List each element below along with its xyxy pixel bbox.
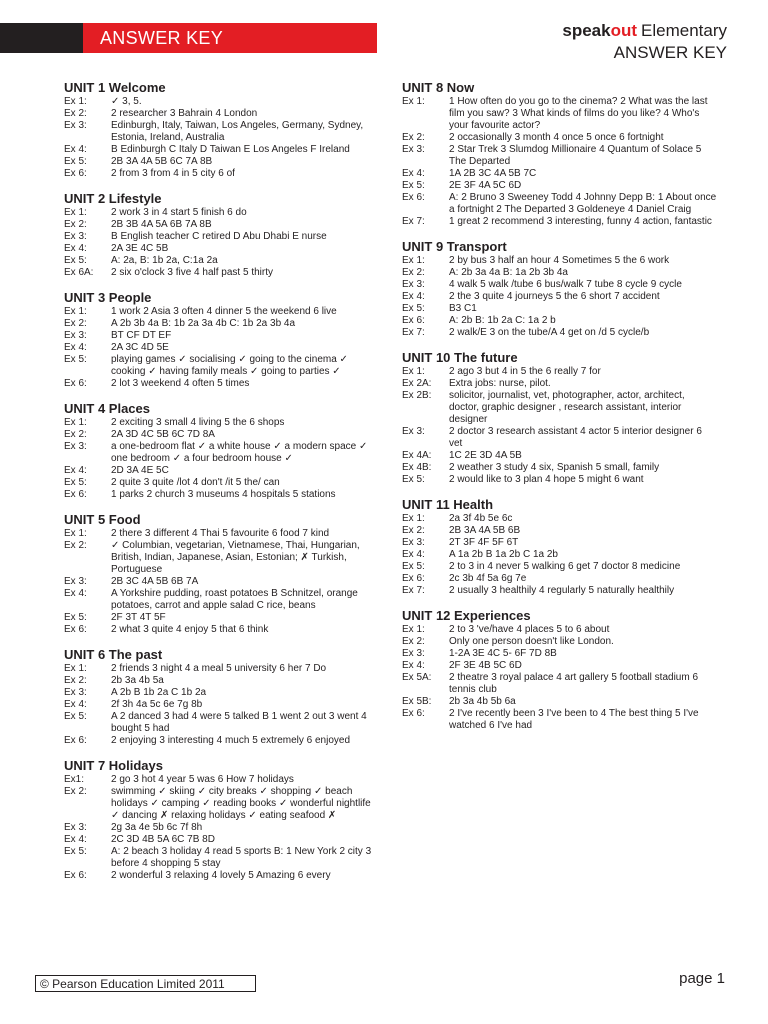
unit-section [64,290,374,390]
exercise-answer: 2 Star Trek 3 Slumdog Millionaire 4 Quantum of Solace 5 The Departed [449,144,702,167]
exercise-row [64,612,374,624]
exercise-answer: 2f 3h 4a 5c 6e 7g 8b [111,699,203,710]
exercise-answer: ✓ 3, 5. [111,96,142,107]
exercise-row [402,660,717,672]
exercise-label: Ex 6: [64,735,87,746]
exercise-row [64,477,374,489]
exercise-label: Ex 3: [402,537,425,548]
exercise-answer: 1 parks 2 church 3 museums 4 hospitals 5 stations [111,489,336,500]
exercise-answer: ✓ Columbian, vegetarian, Vietnamese, Thai, Hungarian, British, Indian, Japanese, Asian, Estonian; ✗ Turkish, Portuguese [111,540,360,575]
exercise-label: Ex 4B: [402,462,432,473]
exercise-answer: 2c 3b 4f 5a 6g 7e [449,573,527,584]
exercise-label: Ex 3: [64,441,87,452]
exercise-answer: A: 2 Bruno 3 Sweeney Todd 4 Johnny Depp B: 1 About once a fortnight 2 The Departed 3 Goldeneye 4 Daniel Craig [449,192,717,215]
exercise-row [402,624,717,636]
exercise-row [402,279,717,291]
exercise-row [64,870,374,882]
exercise-row [402,636,717,648]
exercise-answer: 2F 3T 4T 5F [111,612,166,623]
exercise-answer: 2 usually 3 healthily 4 regularly 5 naturally healthily [449,585,675,596]
exercise-row [64,318,374,330]
exercise-label: Ex 3: [402,144,425,155]
exercise-row [402,561,717,573]
exercise-label: Ex 2: [64,219,87,230]
exercise-answer: swimming ✓ skiing ✓ city breaks ✓ shopping ✓ beach holidays ✓ camping ✓ reading books ✓ wonderful nightlife ✓ dancing ✗ relaxing holidays ✓ eating seafood ✗ [111,786,371,821]
exercise-answer: Extra jobs: nurse, pilot. [449,378,551,389]
unit-section [402,608,717,732]
exercise-label: Ex 4: [64,243,87,254]
exercise-answer: 2 researcher 3 Bahrain 4 London [111,108,258,119]
exercise-label: Ex 2: [64,108,87,119]
exercise-label: Ex 3: [402,648,425,659]
exercise-label: Ex 2: [402,636,425,647]
exercise-answer: 2B 3A 4A 5B 6C 7A 8B [111,156,213,167]
exercise-label: Ex 6: [64,489,87,500]
exercise-label: Ex 6: [402,192,425,203]
exercise-row [402,462,717,474]
unit-title: UNIT 9 Transport [402,239,507,254]
exercise-row [402,672,717,696]
exercise-label: Ex 3: [402,279,425,290]
exercise-answer: a one-bedroom flat ✓ a white house ✓ a modern space ✓ one bedroom ✓ a four bedroom house ✓ [111,441,368,464]
exercise-label: Ex 7: [402,327,425,338]
unit-title: UNIT 11 Health [402,497,494,512]
exercise-label: Ex 4: [64,834,87,845]
exercise-answer: 2 weather 3 study 4 six, Spanish 5 small, family [449,462,660,473]
exercise-answer: 2 what 3 quite 4 enjoy 5 that 6 think [111,624,269,635]
header-banner-dark [0,23,83,53]
exercise-row [64,774,374,786]
banner-title: ANSWER KEY [100,27,224,48]
exercise-row [64,354,374,378]
exercise-row [64,378,374,390]
exercise-answer: Edinburgh, Italy, Taiwan, Los Angeles, Germany, Sydney, Estonia, Ireland, Australia [111,120,364,143]
exercise-label: Ex 2: [64,675,87,686]
exercise-label: Ex 3: [64,687,87,698]
exercise-label: Ex 5: [64,255,87,266]
exercise-row [64,540,374,576]
exercise-answer: solicitor, journalist, vet, photographer, actor, architect, doctor, graphic designer , research assistant, interior designer [449,390,685,425]
exercise-answer: 2 friends 3 night 4 a meal 5 university 6 her 7 Do [111,663,327,674]
exercise-label: Ex 7: [402,585,425,596]
exercise-answer: 2T 3F 4F 5F 6T [449,537,519,548]
exercise-label: Ex 4: [64,342,87,353]
unit-title: UNIT 5 Food [64,512,141,527]
exercise-row [402,378,717,390]
exercise-row [402,585,717,597]
exercise-row [402,390,717,426]
exercise-row [64,465,374,477]
exercise-row [64,711,374,735]
exercise-answer: 2 would like to 3 plan 4 hope 5 might 6 want [449,474,644,485]
exercise-label: Ex 5: [402,474,425,485]
exercise-answer: A Yorkshire pudding, roast potatoes B Schnitzel, orange potatoes, carrot and apple salad C rice, beans [111,588,358,611]
copyright-text: © Pearson Education Limited 2011 [40,976,225,991]
exercise-answer: B3 C1 [449,303,477,314]
unit-section [64,80,374,180]
exercise-row [64,219,374,231]
exercise-row [64,735,374,747]
unit-section [64,758,374,882]
unit-section [64,401,374,501]
exercise-answer: A: 2b 3a 4a B: 1a 2b 3b 4a [449,267,568,278]
exercise-row [64,231,374,243]
exercise-answer: A 2 danced 3 had 4 were 5 talked B 1 went 2 out 3 went 4 bought 5 had [111,711,367,734]
exercise-answer: 2b 3a 4b 5b 6a [449,696,516,707]
exercise-row [64,330,374,342]
exercise-label: Ex 1: [64,663,87,674]
exercise-row [402,315,717,327]
exercise-label: Ex 3: [64,231,87,242]
right-column [402,80,717,743]
exercise-row [402,180,717,192]
exercise-row [402,96,717,132]
exercise-row [64,786,374,822]
exercise-row [402,525,717,537]
exercise-answer: B English teacher C retired D Abu Dhabi E nurse [111,231,327,242]
exercise-label: Ex 5: [64,156,87,167]
unit-title: UNIT 6 The past [64,647,163,662]
exercise-answer: 2 lot 3 weekend 4 often 5 times [111,378,250,389]
exercise-label: Ex 5: [402,303,425,314]
exercise-label: Ex 6: [402,708,425,719]
exercise-row [64,588,374,612]
exercise-label: Ex 7: [402,216,425,227]
exercise-label: Ex 5B: [402,696,432,707]
exercise-answer: 2A 3C 4D 5E [111,342,169,353]
exercise-label: Ex 2A: [402,378,432,389]
exercise-label: Ex 4A: [402,450,432,461]
exercise-label: Ex 2: [64,429,87,440]
unit-title: UNIT 1 Welcome [64,80,166,95]
exercise-row [64,144,374,156]
exercise-row [402,708,717,732]
exercise-row [64,675,374,687]
exercise-row [402,474,717,486]
exercise-row [64,687,374,699]
unit-section [64,647,374,747]
unit-title: UNIT 7 Holidays [64,758,163,773]
exercise-row [64,429,374,441]
exercise-row [402,648,717,660]
exercise-label: Ex 5: [64,711,87,722]
exercise-answer: A: 2 beach 3 holiday 4 read 5 sports B: 1 New York 2 city 3 before 4 shopping 5 stay [111,846,372,869]
exercise-label: Ex 1: [402,255,425,266]
exercise-row [402,216,717,228]
exercise-answer: 2 by bus 3 half an hour 4 Sometimes 5 the 6 work [449,255,670,266]
exercise-row [64,267,374,279]
exercise-answer: 2C 3D 4B 5A 6C 7B 8D [111,834,215,845]
exercise-label: Ex 2: [402,267,425,278]
exercise-answer: A 2b 3b 4a B: 1b 2a 3a 4b C: 1b 2a 3b 4a [111,318,296,329]
exercise-row [64,576,374,588]
exercise-row [64,441,374,465]
exercise-row [402,267,717,279]
exercise-row [402,366,717,378]
brand-block [562,20,727,64]
exercise-label: Ex 4: [64,588,87,599]
exercise-answer: 2B 3A 4A 5B 6B [449,525,521,536]
exercise-row [402,132,717,144]
exercise-label: Ex 2: [402,525,425,536]
exercise-label: Ex 4: [402,291,425,302]
exercise-row [402,696,717,708]
unit-section [402,497,717,597]
exercise-label: Ex 6: [64,870,87,881]
exercise-answer: 1A 2B 3C 4A 5B 7C [449,168,537,179]
exercise-answer: Only one person doesn't like London. [449,636,614,647]
unit-title: UNIT 10 The future [402,350,518,365]
exercise-answer: 2F 3E 4B 5C 6D [449,660,522,671]
exercise-row [64,168,374,180]
exercise-label: Ex 4: [64,465,87,476]
exercise-row [64,342,374,354]
exercise-label: Ex 1: [64,306,87,317]
exercise-row [64,156,374,168]
exercise-label: Ex1: [64,774,85,785]
exercise-row [64,489,374,501]
exercise-label: Ex 6A: [64,267,94,278]
exercise-label: Ex 1: [64,207,87,218]
exercise-answer: 2 work 3 in 4 start 5 finish 6 do [111,207,247,218]
exercise-row [64,108,374,120]
exercise-label: Ex 1: [402,513,425,524]
brand-logo [562,20,727,42]
exercise-row [402,303,717,315]
exercise-answer: 2 to 3 've/have 4 places 5 to 6 about [449,624,610,635]
exercise-answer: 2b 3a 4b 5a [111,675,164,686]
unit-title: UNIT 4 Places [64,401,150,416]
exercise-label: Ex 5: [402,180,425,191]
exercise-answer: 2g 3a 4e 5b 6c 7f 8h [111,822,203,833]
exercise-label: Ex 4: [402,168,425,179]
brand-out: out [610,21,638,40]
exercise-row [402,192,717,216]
unit-section [64,191,374,279]
exercise-label: Ex 1: [64,96,87,107]
unit-title: UNIT 2 Lifestyle [64,191,162,206]
exercise-label: Ex 6: [402,315,425,326]
exercise-answer: BT CF DT EF [111,330,172,341]
unit-title: UNIT 12 Experiences [402,608,531,623]
exercise-answer: 2a 3f 4b 5e 6c [449,513,513,524]
exercise-label: Ex 1: [64,528,87,539]
exercise-label: Ex 6: [64,624,87,635]
exercise-row [64,846,374,870]
unit-section [402,239,717,339]
exercise-answer: 2A 3D 4C 5B 6C 7D 8A [111,429,215,440]
exercise-label: Ex 1: [402,96,425,107]
exercise-answer: 2 enjoying 3 interesting 4 much 5 extremely 6 enjoyed [111,735,351,746]
copyright-box [35,975,256,992]
exercise-row [64,822,374,834]
exercise-label: Ex 3: [402,426,425,437]
exercise-label: Ex 5: [64,477,87,488]
exercise-label: Ex 2: [64,786,87,797]
exercise-row [64,207,374,219]
exercise-label: Ex 3: [64,822,87,833]
exercise-answer: 2 quite 3 quite /lot 4 don't /it 5 the/ can [111,477,280,488]
exercise-answer: 2 go 3 hot 4 year 5 was 6 How 7 holidays [111,774,294,785]
exercise-answer: 2B 3B 4A 5A 6B 7A 8B [111,219,212,230]
exercise-row [402,144,717,168]
exercise-answer: 2 from 3 from 4 in 5 city 6 of [111,168,235,179]
exercise-row [64,120,374,144]
exercise-label: Ex 4: [402,549,425,560]
exercise-row [64,663,374,675]
exercise-answer: 1 work 2 Asia 3 often 4 dinner 5 the weekend 6 live [111,306,337,317]
exercise-label: Ex 2: [64,318,87,329]
unit-section [64,512,374,636]
exercise-answer: playing games ✓ socialising ✓ going to the cinema ✓ cooking ✓ having family meals ✓ going to parties ✓ [111,354,348,377]
exercise-answer: 2 theatre 3 royal palace 4 art gallery 5 football stadium 6 tennis club [449,672,699,695]
exercise-answer: 2 the 3 quite 4 journeys 5 the 6 short 7 accident [449,291,660,302]
unit-section [402,350,717,486]
unit-title: UNIT 3 People [64,290,152,305]
exercise-label: Ex 4: [64,144,87,155]
exercise-row [64,306,374,318]
exercise-label: Ex 5: [64,846,87,857]
unit-section [402,80,717,228]
exercise-label: Ex 1: [402,624,425,635]
left-column [64,80,374,893]
brand-level: Elementary [641,21,727,40]
exercise-answer: 2 exciting 3 small 4 living 5 the 6 shops [111,417,285,428]
exercise-row [64,255,374,267]
exercise-answer: 2 I've recently been 3 I've been to 4 The best thing 5 I've watched 6 I've had [449,708,699,731]
exercise-label: Ex 2: [402,132,425,143]
exercise-row [402,426,717,450]
exercise-row [64,699,374,711]
exercise-row [402,327,717,339]
exercise-label: Ex 2B: [402,390,432,401]
exercise-row [402,513,717,525]
exercise-label: Ex 6: [64,378,87,389]
exercise-row [402,168,717,180]
exercise-label: Ex 5: [64,354,87,365]
exercise-answer: A 1a 2b B 1a 2b C 1a 2b [449,549,558,560]
exercise-label: Ex 6: [64,168,87,179]
exercise-row [402,573,717,585]
exercise-answer: 2A 3E 4C 5B [111,243,169,254]
exercise-answer: 2B 3C 4A 5B 6B 7A [111,576,199,587]
exercise-label: Ex 3: [64,120,87,131]
exercise-answer: 1 How often do you go to the cinema? 2 What was the last film you saw? 3 What kinds of films do you like? 4 Who's your favourite actor? [449,96,708,131]
exercise-row [402,255,717,267]
exercise-answer: 2 to 3 in 4 never 5 walking 6 get 7 doctor 8 medicine [449,561,681,572]
page-number: page 1 [679,970,725,987]
exercise-answer: B Edinburgh C Italy D Taiwan E Los Angeles F Ireland [111,144,350,155]
exercise-answer: A 2b B 1b 2a C 1b 2a [111,687,207,698]
exercise-answer: 2D 3A 4E 5C [111,465,169,476]
exercise-answer: 1 great 2 recommend 3 interesting, funny 4 action, fantastic [449,216,712,227]
exercise-label: Ex 6: [402,573,425,584]
header-banner [83,23,377,53]
exercise-answer: 2 six o'clock 3 five 4 half past 5 thirty [111,267,273,278]
exercise-answer: 2 ago 3 but 4 in 5 the 6 really 7 for [449,366,601,377]
exercise-label: Ex 3: [64,330,87,341]
exercise-label: Ex 5: [402,561,425,572]
exercise-row [64,96,374,108]
exercise-label: Ex 1: [64,417,87,428]
exercise-label: Ex 4: [402,660,425,671]
exercise-answer: 1C 2E 3D 4A 5B [449,450,522,461]
brand-speak: speak [562,21,611,40]
exercise-label: Ex 4: [64,699,87,710]
brand-subtitle: ANSWER KEY [613,43,727,62]
exercise-answer: 2 doctor 3 research assistant 4 actor 5 interior designer 6 vet [449,426,702,449]
exercise-row [402,537,717,549]
exercise-row [64,834,374,846]
exercise-label: Ex 3: [64,576,87,587]
exercise-answer: 2E 3F 4A 5C 6D [449,180,522,191]
exercise-row [64,624,374,636]
exercise-row [64,243,374,255]
exercise-answer: 2 occasionally 3 month 4 once 5 once 6 fortnight [449,132,664,143]
exercise-answer: 2 walk/E 3 on the tube/A 4 get on /d 5 cycle/b [449,327,650,338]
exercise-answer: A: 2b B: 1b 2a C: 1a 2 b [449,315,556,326]
exercise-row [402,450,717,462]
exercise-label: Ex 5: [64,612,87,623]
exercise-answer: 2 wonderful 3 relaxing 4 lovely 5 Amazing 6 every [111,870,331,881]
exercise-answer: 1-2A 3E 4C 5- 6F 7D 8B [449,648,557,659]
exercise-answer: A: 2a, B: 1b 2a, C:1a 2a [111,255,218,266]
unit-title: UNIT 8 Now [402,80,475,95]
exercise-row [64,528,374,540]
exercise-label: Ex 2: [64,540,87,551]
exercise-answer: 2 there 3 different 4 Thai 5 favourite 6 food 7 kind [111,528,330,539]
exercise-row [64,417,374,429]
exercise-label: Ex 1: [402,366,425,377]
exercise-label: Ex 5A: [402,672,432,683]
exercise-row [402,549,717,561]
exercise-row [402,291,717,303]
exercise-answer: 4 walk 5 walk /tube 6 bus/walk 7 tube 8 cycle 9 cycle [449,279,682,290]
